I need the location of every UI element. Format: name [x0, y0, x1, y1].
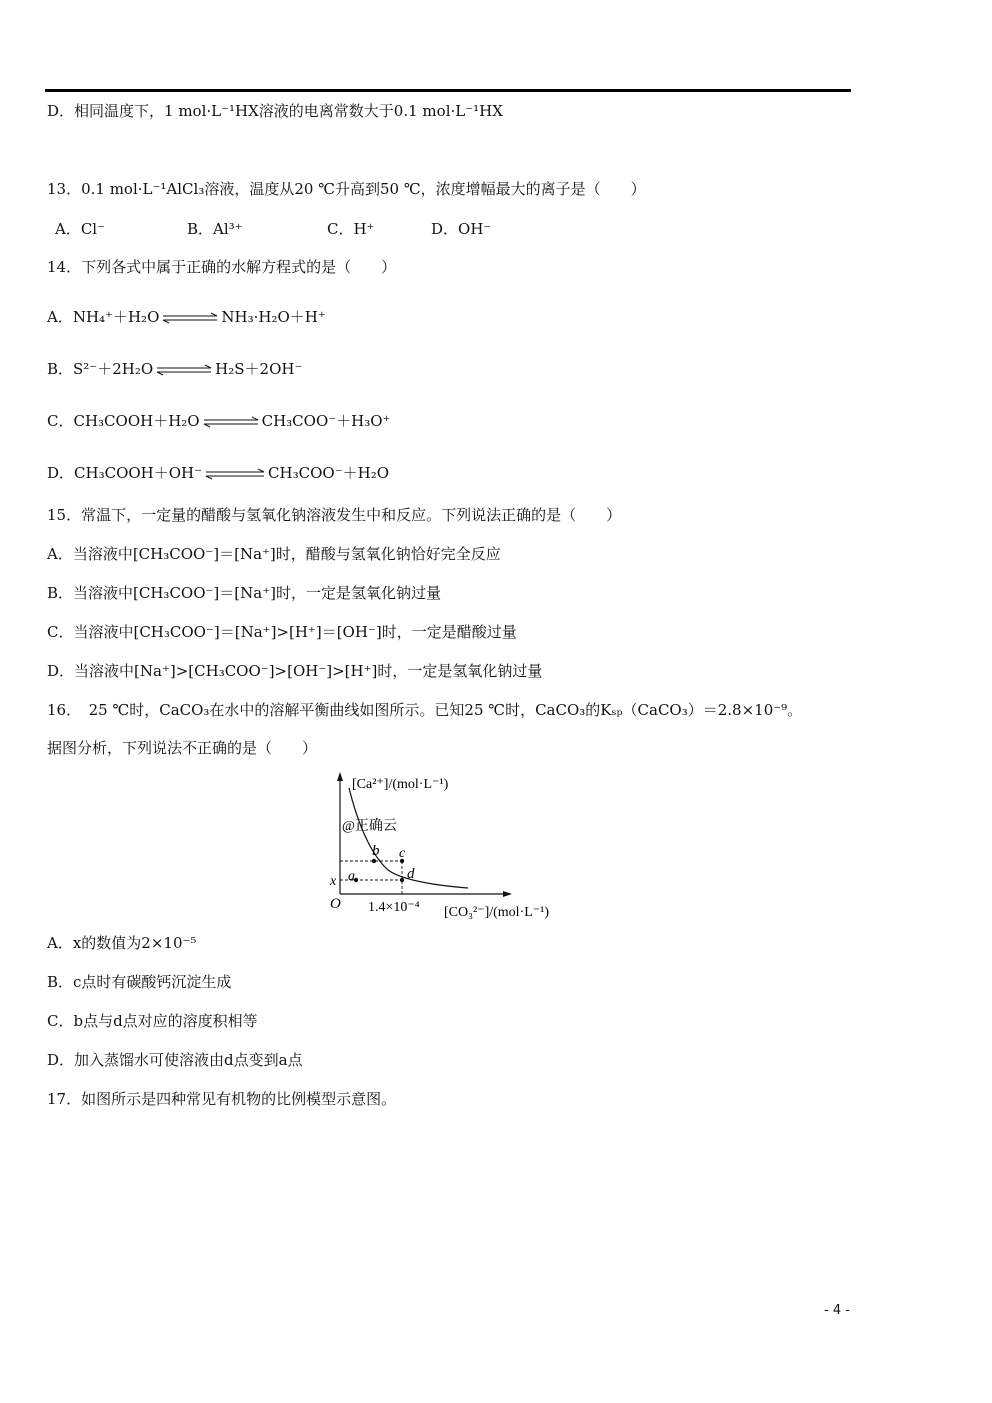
equilibrium-arrow-icon: [202, 416, 260, 428]
equilibrium-arrow-icon: [204, 468, 266, 480]
q13-option-a: A．Cl⁻: [55, 220, 106, 238]
point-c-label: c: [399, 846, 406, 861]
q17-stem: 17．如图所示是四种常见有机物的比例模型示意图。: [47, 1090, 397, 1108]
q16-stem-line2: 据图分析，下列说法不正确的是（ ）: [47, 739, 318, 757]
point-a-label: a: [348, 869, 355, 884]
q13-option-d: D．OH⁻: [431, 220, 492, 238]
x-axis-label: [CO₃²⁻]/(mol·L⁻¹): [444, 905, 550, 920]
q15-option-a: A．当溶液中[CH₃COO⁻]＝[Na⁺]时，醋酸与氢氧化钠恰好完全反应: [47, 545, 501, 563]
point-b-marker: [372, 859, 376, 863]
q12-option-d: D．相同温度下，1 mol·L⁻¹HX溶液的电离常数大于0.1 mol·L⁻¹HX: [47, 102, 503, 120]
q14-c-right: CH₃COO⁻＋H₃O⁺: [261, 412, 391, 430]
q15-option-b: B．当溶液中[CH₃COO⁻]＝[Na⁺]时，一定是氢氧化钠过量: [47, 584, 441, 602]
q14-option-d: [47, 463, 389, 483]
equilibrium-arrow-icon: [161, 312, 219, 324]
solubility-curve-figure: [318, 768, 580, 924]
q15-option-c: C．当溶液中[CH₃COO⁻]＝[Na⁺]>[H⁺]＝[OH⁻]时，一定是醋酸过量: [47, 623, 517, 641]
page-number: - 4 -: [824, 1303, 850, 1318]
q13-option-b: B．Al³⁺: [187, 220, 243, 238]
q14-option-b: [47, 359, 302, 379]
x-tick-label: 1.4×10⁻⁴: [368, 900, 420, 915]
q13-option-c: C．H⁺: [327, 220, 375, 238]
header-rule: [45, 89, 851, 92]
y-tick-x-label: x: [330, 874, 337, 889]
q15-stem: 15．常温下，一定量的醋酸与氢氧化钠溶液发生中和反应。下列说法正确的是（ ）: [47, 506, 622, 524]
y-axis-arrow-icon: [337, 772, 343, 781]
point-b-label: b: [372, 843, 380, 859]
x-axis-arrow-icon: [503, 891, 512, 897]
q14-option-c: [47, 411, 390, 431]
q13-options: [55, 219, 491, 239]
q14-b-right: H₂S＋2OH⁻: [215, 360, 303, 378]
q16-option-c: C．b点与d点对应的溶度积相等: [47, 1012, 258, 1030]
q14-a-right: NH₃·H₂O＋H⁺: [221, 308, 326, 326]
q14-option-a: [47, 307, 326, 327]
q15-option-d: D．当溶液中[Na⁺]>[CH₃COO⁻]>[OH⁻]>[H⁺]时，一定是氢氧化钠过量: [47, 662, 543, 680]
q14-d-right: CH₃COO⁻＋H₂O: [268, 464, 389, 482]
q16-option-d: D．加入蒸馏水可使溶液由d点变到a点: [47, 1051, 303, 1069]
origin-label: O: [330, 896, 341, 912]
point-d-marker: [400, 878, 404, 882]
y-axis-label: [Ca²⁺]/(mol·L⁻¹): [352, 777, 449, 792]
watermark: @正确云: [342, 819, 397, 834]
q16-option-a: A．x的数值为2×10⁻⁵: [47, 934, 197, 952]
q14-a-left: A．NH₄⁺＋H₂O: [47, 308, 160, 326]
q14-d-left: D．CH₃COOH＋OH⁻: [47, 464, 203, 482]
q14-c-left: C．CH₃COOH＋H₂O: [47, 412, 200, 430]
q13-stem: 13．0.1 mol·L⁻¹AlCl₃溶液，温度从20 ℃升高到50 ℃，浓度增幅最大的离子是（ ）: [47, 180, 646, 198]
q14-b-left: B．S²⁻＋2H₂O: [47, 360, 154, 378]
point-d-label: d: [407, 866, 415, 882]
q16-option-b: B．c点时有碳酸钙沉淀生成: [47, 973, 232, 991]
equilibrium-arrow-icon: [155, 364, 213, 376]
q16-stem-line1: 16． 25 ℃时，CaCO₃在水中的溶解平衡曲线如图所示。已知25 ℃时，CaCO₃的Kₛₚ（CaCO₃）＝2.8×10⁻⁹。: [47, 701, 803, 719]
q14-stem: 14．下列各式中属于正确的水解方程式的是（ ）: [47, 258, 397, 276]
